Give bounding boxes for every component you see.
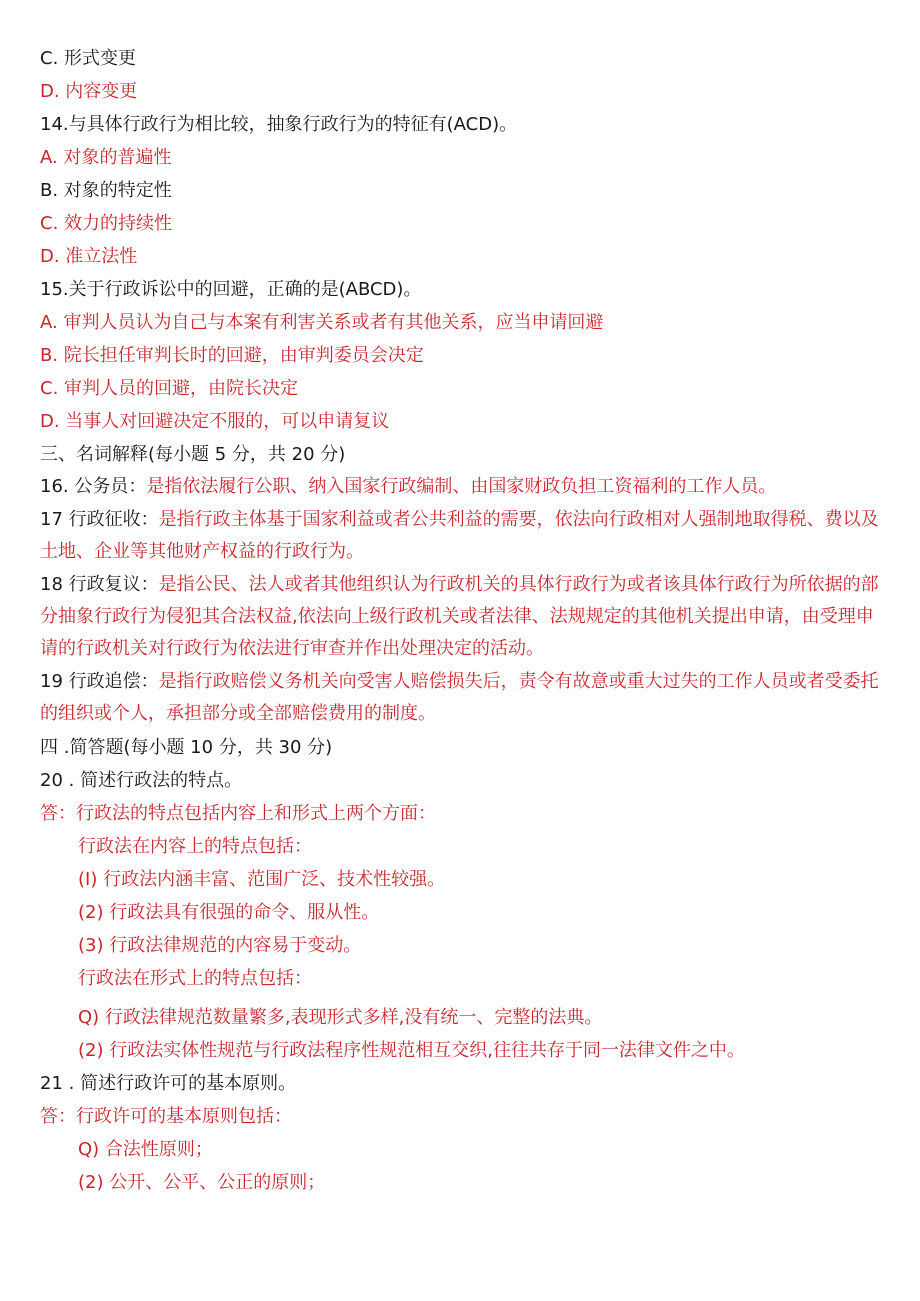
q16-label: 16. 公务员：	[40, 476, 147, 497]
q13-option-d: D. 内容变更	[40, 81, 138, 102]
q19-definition	[40, 666, 880, 730]
q20-content-heading: 行政法在内容上的特点包括：	[78, 836, 312, 857]
q19-label: 19 行政追偿：	[40, 671, 159, 692]
q14-question: 14.与具体行政行为相比较，抽象行政行为的特征有(ACD)。	[40, 114, 518, 135]
q17-answer: 是指行政主体基于国家利益或者公共利益的需要，依法向行政相对人强制地取得税、费以及土地、企业等其他财产权益的行政行为。	[40, 509, 879, 562]
q15-option-a: A. 审判人员认为自己与本案有利害关系或者有其他关系，应当申请回避	[40, 312, 604, 333]
q20-form-item-2: (2) 行政法实体性规范与行政法程序性规范相互交织,往往共存于同一法律文件之中。	[78, 1040, 745, 1061]
q14-option-b: B. 对象的特定性	[40, 180, 172, 201]
q19-answer: 是指行政赔偿义务机关向受害人赔偿损失后，责令有故意或重大过失的工作人员或者受委托的组织或个人，承担部分或全部赔偿费用的制度。	[40, 671, 879, 724]
q14-option-a: A. 对象的普遍性	[40, 147, 172, 168]
q17-label: 17 行政征收：	[40, 509, 159, 530]
q15-option-c: C. 审判人员的回避，由院长决定	[40, 378, 299, 399]
q18-label: 18 行政复议：	[40, 574, 159, 595]
section3-heading: 三、名词解释(每小题 5 分，共 20 分)	[40, 444, 346, 465]
q17-definition	[40, 504, 880, 568]
q20-question: 20 . 简述行政法的特点。	[40, 770, 243, 791]
q14-option-d: D. 准立法性	[40, 246, 138, 267]
q16-answer: 是指依法履行公职、纳入国家行政编制、由国家财政负担工资福利的工作人员。	[146, 476, 777, 497]
q15-option-d: D. 当事人对回避决定不服的，可以申请复议	[40, 411, 390, 432]
q20-content-item-2: (2) 行政法具有很强的命令、服从性。	[78, 902, 380, 923]
q20-content-item-1: (I) 行政法内涵丰富、范围广泛、技术性较强。	[78, 869, 446, 890]
section4-heading: 四 .简答题(每小题 10 分，共 30 分)	[40, 737, 333, 758]
q15-option-b: B. 院长担任审判长时的回避，由审判委员会决定	[40, 345, 424, 366]
q21-item-1: Q) 合法性原则；	[78, 1139, 213, 1160]
q13-option-c: C. 形式变更	[40, 48, 137, 69]
q18-answer: 是指公民、法人或者其他组织认为行政机关的具体行政行为或者该具体行政行为所依据的部分抽象行政行为侵犯其合法权益,依法向上级行政机关或者法律、法规规定的其他机关提出申请，由受理申请的行政机关对行政行为依法进行审查并作出处理决定的活动。	[40, 574, 879, 659]
q15-question: 15.关于行政诉讼中的回避，正确的是(ABCD)。	[40, 279, 422, 300]
q21-answer-intro: 答：行政许可的基本原则包括：	[40, 1106, 292, 1127]
q16-definition	[40, 471, 880, 503]
q20-form-item-1: Q) 行政法律规范数量繁多,表现形式多样,没有统一、完整的法典。	[78, 1007, 603, 1028]
q20-content-item-3: (3) 行政法律规范的内容易于变动。	[78, 935, 362, 956]
q20-form-heading: 行政法在形式上的特点包括：	[78, 968, 312, 989]
q21-question: 21 . 简述行政许可的基本原则。	[40, 1073, 297, 1094]
q20-answer-intro: 答：行政法的特点包括内容上和形式上两个方面：	[40, 803, 436, 824]
q14-option-c: C. 效力的持续性	[40, 213, 173, 234]
q18-definition	[40, 569, 880, 665]
document-page	[40, 42, 880, 1199]
q21-item-2: (2) 公开、公平、公正的原则；	[78, 1172, 326, 1193]
